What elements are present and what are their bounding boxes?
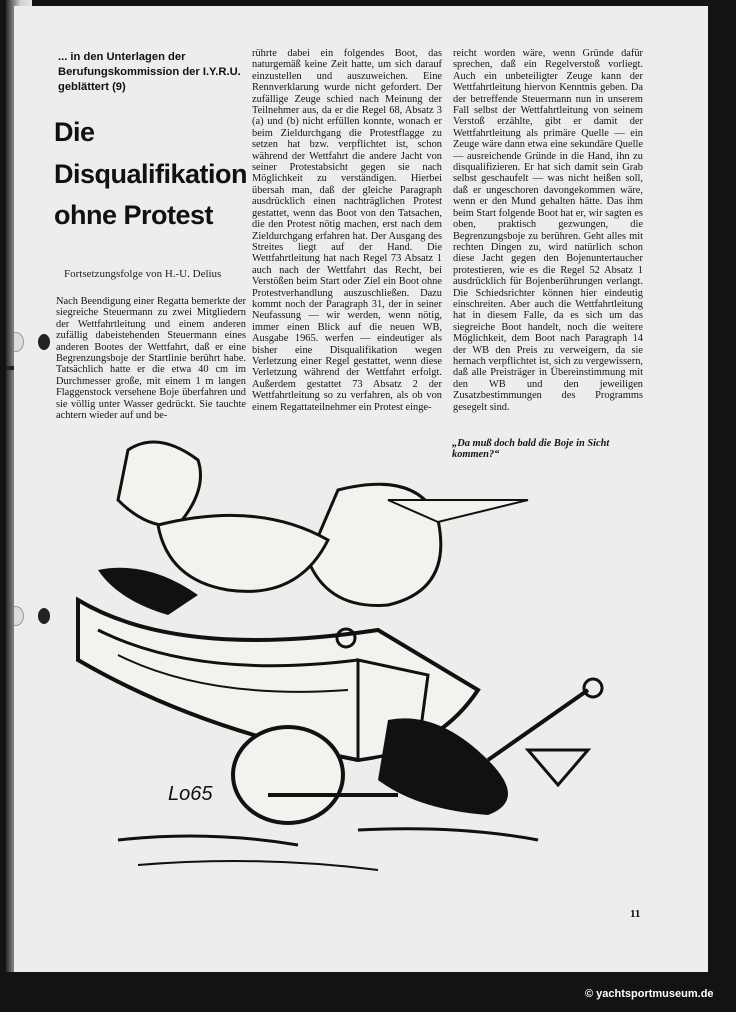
article-kicker: ... in den Unterlagen der Berufungskommission der I.Y.R.U. geblättert (9) (58, 51, 241, 93)
article-column-3: reicht worden wäre, wenn Gründe dafür sprechen, daß ein Regelverstoß vorliegt. Auch ein unbeteiligter Zeuge kann der Wettfahrtleitung hiervon Kenntnis geben. Da der betreffende Steuermann nun in unserem Fall selbst der Wettfahrtleitung von seinem Verstoß erzählte, gibt er damit der Wettfahrtleitung als primäre Quelle — ein Zeuge wäre dann etwa eine sekundäre Quelle — ausreichende Gründe in die Hand, ihn zu disqualifizieren. Er hat sich damit sein Grab selbst geschaufelt — was nicht heißen soll, daß er ungeschoren davongekommen wäre, wenn er den Mund gehalten hätte. Das ihm beim Start folgende Boot hat er, wir sagten es oben, praktisch gezwungen, die Begrenzungsboje zu berühren. Geht alles mit rechten Dingen zu, wird natürlich schon diese Jacht gegen den Bojenuntertaucher protestieren, wie es die Regel 52 Absatz 1 ausdrücklich für Bojenberührungen verlangt. Die Schiedsrichter können hier eindeutig einschreiten. Aber auch die Wettfahrtleitung hat in diesem Falle, da es sich um das siegreiche Boot handelt, noch die weitere Möglichkeit, dem Boot nach Paragraph 14 der WB den Preis zu verweigern, da sie hernach verpflichtet ist, sich zu vergewissern, daß alle Preisträger in Übereinstimmung mit den WB und den jeweiligen Zusatzbestimmungen des Programms gesegelt sind. (453, 48, 643, 413)
punch-hole-shadow (38, 334, 50, 350)
cartoon-buoy (378, 718, 508, 815)
punch-hole (14, 332, 24, 352)
cartoon-signature: Lo65 (168, 783, 213, 805)
article-headline: Die Disqualifikation ohne Protest (54, 117, 248, 230)
watermark-text: © yachtsportmuseum.de (585, 988, 714, 1000)
cartoon-wheel (233, 727, 343, 823)
cartoon-caption: „Da muß doch bald die Boje in Sicht kommen?“ (452, 438, 610, 461)
punch-hole (14, 606, 24, 626)
cartoon-water (118, 836, 298, 845)
cartoon-sailor-body (158, 515, 328, 591)
cartoon-sailor-arm (98, 568, 198, 615)
article-column-2: rührte dabei ein folgendes Boot, das naturgemäß keine Zeit hatte, um sich darauf einzustellen und auszuweichen. Eine Rennverklarung wurde nicht gefordert. Der zufällige Zeuge schied nach Meinung der Teilnehmer aus, da er die Regel 68, Absatz 3 (a) und (b) nicht erfüllen konnte, wonach er beim Zieldurchgang die Protestflagge zu setzen hat bzw. verpflichtet ist, schon während der Wettfahrt die andere Jacht von seiner Protestabsicht gegen sie nach Möglichkeit zu verständigen. Hierbei übersah man, daß der gleiche Paragraph ausdrücklich einen nachträglichen Protest gestattet, wenn das Boot von den Tatsachen, die den Protest nötig machen, erst nach dem Zieldurchgang erfahren hat. Der Ausgang des Streites liegt auf der Hand. Die Wettfahrtleitung hat nach Regel 73 Absatz 1 auch nach der Wettfahrt das Recht, bei Verstößen beim Start oder Ziel ein Boot ohne Protestverhandlung auszuschließen. Dazu kommt noch der Paragraph 31, der in seiner Neufassung — wir werden, wenn nötig, immer einen Blick auf die neuen WB, Ausgabe 1965. werfen — eindeutiger als bisher eine Disqualifikation wegen Verletzung einer Regel gestattet, wenn diese Verletzung während der Wettfahrt erfolgt. Außerdem gestattet 73 Absatz 2 der Wettfahrtleitung so zu verfahren, als ob von einem Regattateilnehmer ein Protest einge- (252, 48, 442, 413)
article-column-1: Nach Beendigung einer Regatta bemerkte der siegreiche Steuermann zu zwei Mitgliedern der Wettfahrtleitung und einem anderen zufällig dabeistehenden Steuermann eines anderen Bootes der Wettfahrt, daß er eine Begrenzungsboje der Startlinie berührt habe. Tatsächlich hatte er die etwa 40 cm im Durchmesser große, mit einem 1 m langen Flaggenstock versehene Boje überfahren und sie völlig unter Wasser gedrückt. Sie tauchte achtern wieder auf und be- (56, 296, 246, 422)
article-byline: Fortsetzungsfolge von H.-U. Delius (64, 268, 222, 280)
sailing-cartoon (58, 430, 658, 900)
cartoon-sailor-head (118, 442, 201, 526)
punch-hole-shadow (38, 608, 50, 624)
page-number: 11 (630, 908, 641, 920)
